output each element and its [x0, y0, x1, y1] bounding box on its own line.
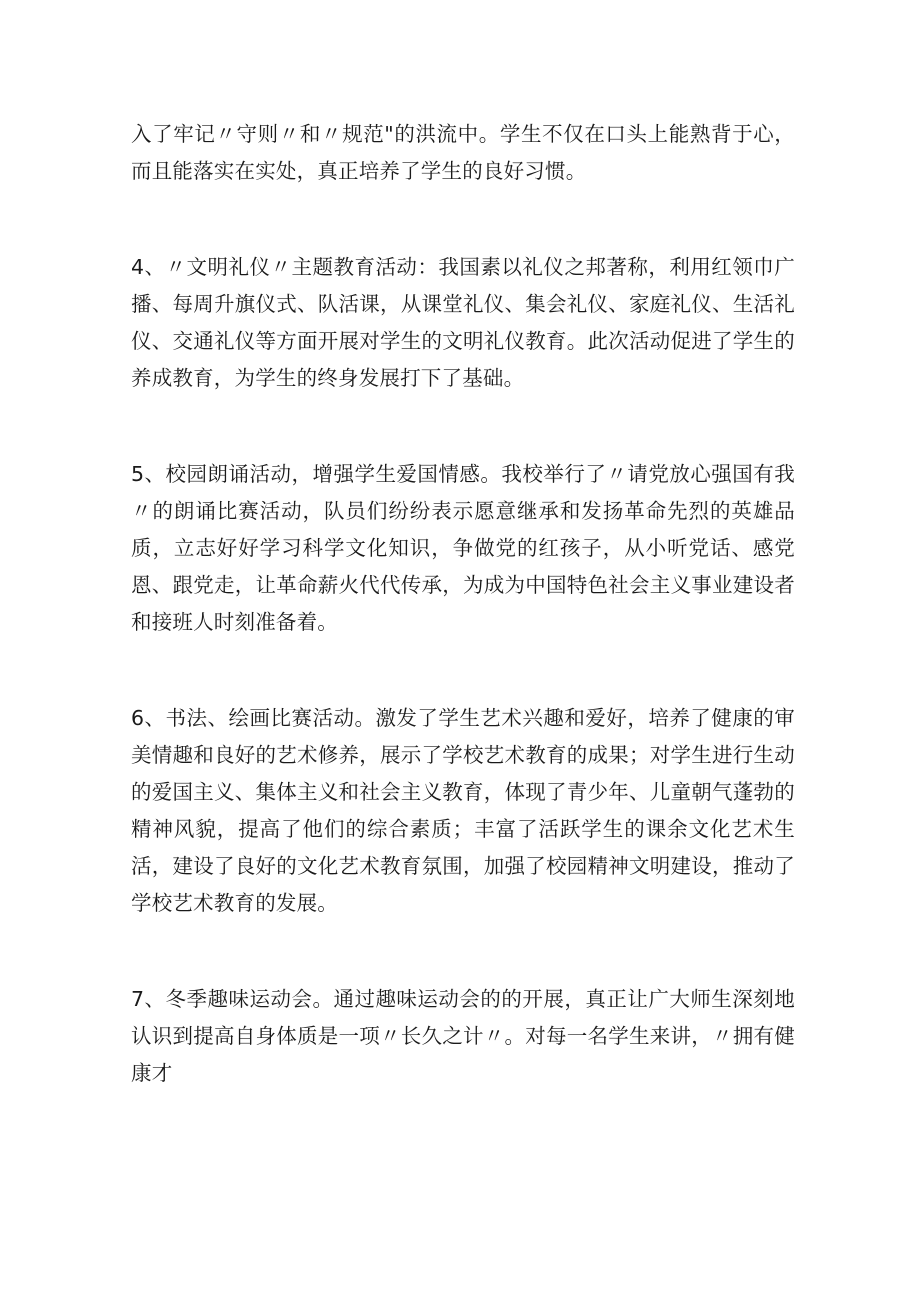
paragraph-2: 4、〃文明礼仪〃主题教育活动：我国素以礼仪之邦著称，利用红领巾广播、每周升旗仪式、队活课，从课堂礼仪、集会礼仪、家庭礼仪、生活礼仪、交通礼仪等方面开展对学生的文明礼仪教育。此次活动促进了学生的养成教育，为学生的终身发展打下了基础。	[131, 255, 795, 390]
paragraph-4: 6、书法、绘画比赛活动。激发了学生艺术兴趣和爱好，培养了健康的审美情趣和良好的艺术修养，展示了学校艺术教育的成果；对学生进行生动的爱国主义、集体主义和社会主义教育，体现了青少年、儿童朝气蓬勃的精神风貌，提高了他们的综合素质；丰富了活跃学生的课余文化艺术生活，建设了良好的文化艺术教育氛围，加强了校园精神文明建设，推动了学校艺术教育的发展。	[131, 706, 795, 915]
document-body	[131, 116, 795, 1092]
paragraph-5: 7、冬季趣味运动会。通过趣味运动会的的开展，真正让广大师生深刻地认识到提高自身体质是一项〃长久之计〃。对每一名学生来讲，〃拥有健康才	[131, 987, 795, 1085]
paragraph-3: 5、校园朗诵活动，增强学生爱国情感。我校举行了〃请党放心强国有我〃的朗诵比赛活动，队员们纷纷表示愿意继承和发扬革命先烈的英雄品质，立志好好学习科学文化知识，争做党的红孩子，从小听党话、感党恩、跟党走，让革命薪火代代传承，为成为中国特色社会主义事业建设者和接班人时刻准备着。	[131, 462, 795, 634]
paragraph-1: 入了牢记〃守则〃和〃规范"的洪流中。学生不仅在口头上能熟背于心，而且能落实在实处，真正培养了学生的良好习惯。	[131, 122, 795, 183]
